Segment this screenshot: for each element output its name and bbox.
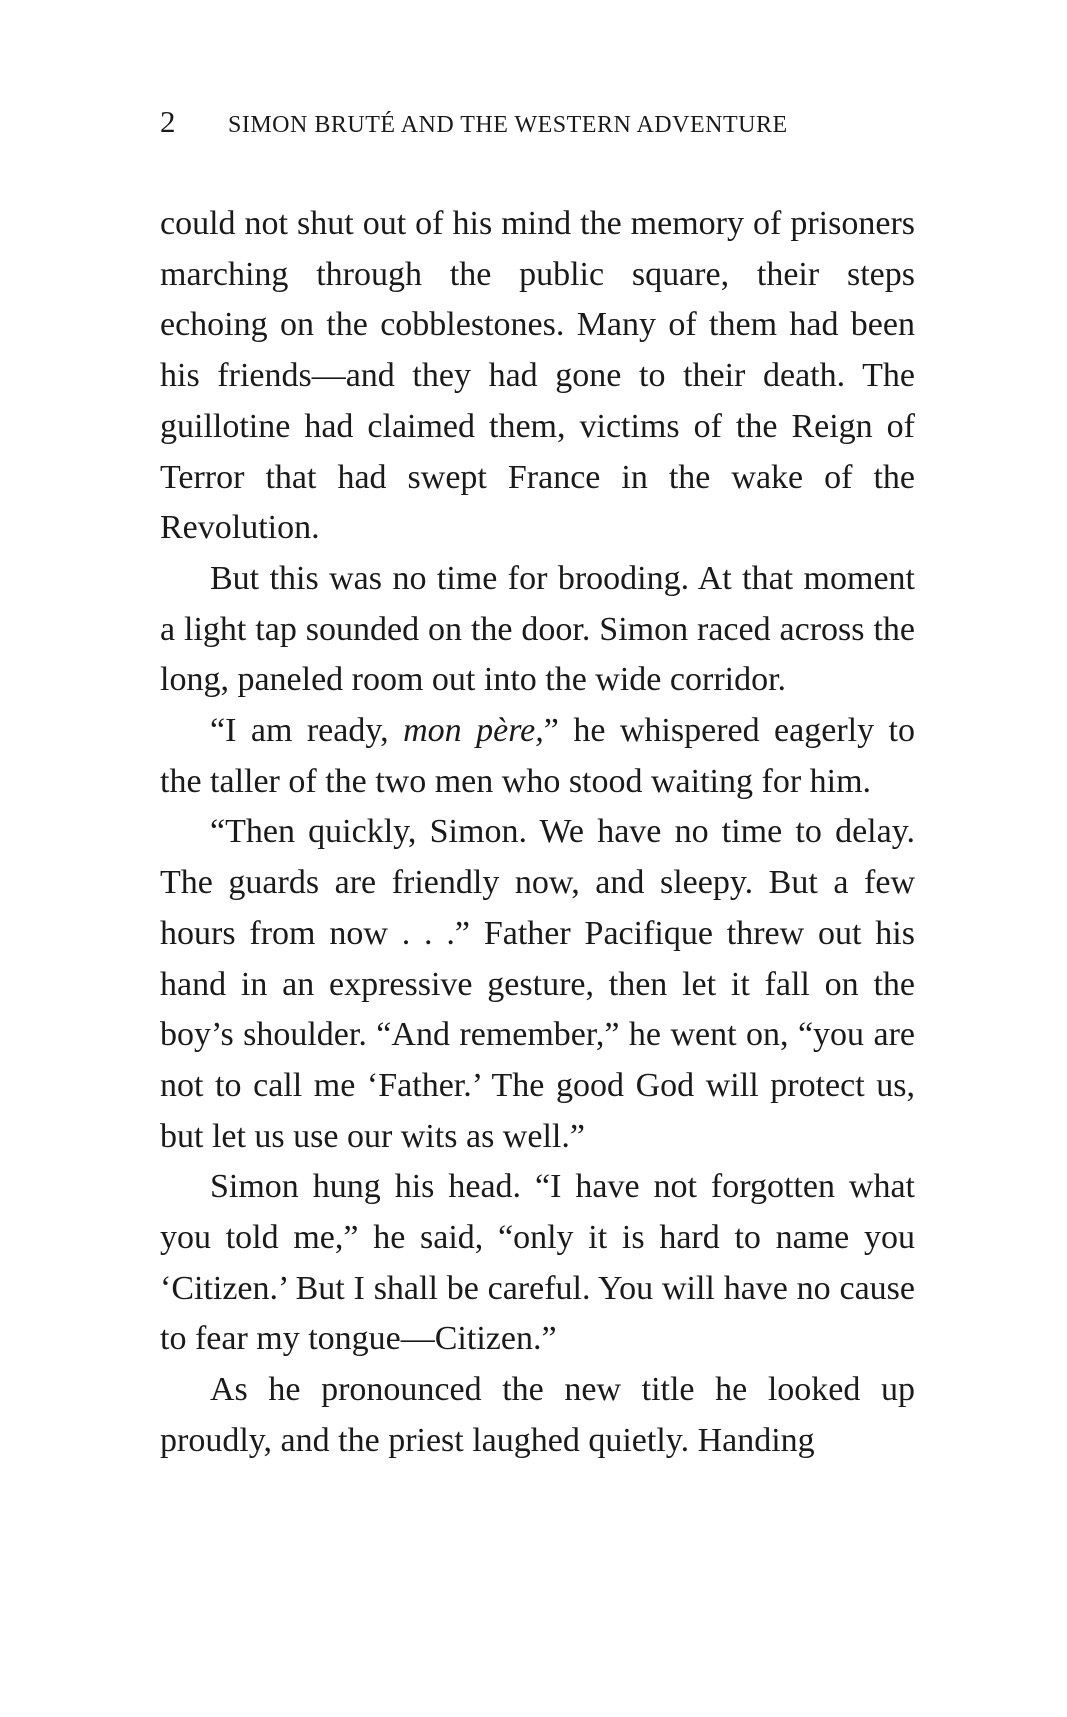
paragraph-6: As he pronounced the new title he looked up proudly, and the priest laughed quietly. Handing xyxy=(160,1371,915,1459)
paragraph-3 xyxy=(160,706,915,807)
paragraph-3-text-start: “I am ready, xyxy=(210,712,404,750)
page-number: 2 xyxy=(160,104,176,139)
paragraph-3-text-end: ” he whispered eagerly to the taller of the two men who stood waiting for him. xyxy=(160,712,915,800)
paragraph-1: could not shut out of his mind the memory of prisoners marching through the public square, their steps echoing on the cobblestones. Many of them had been his friends—and they had gone to their death. The guillotine had claimed them, victims of the Reign of Terror that had swept France in the wake of the Revolution. xyxy=(160,205,915,547)
paragraph-4: “Then quickly, Simon. We have no time to delay. The guards are friendly now, and sleepy. But a few hours from now . . .” Father Pacifique threw out his hand in an expressive gesture, then let it fall on the boy’s shoulder. “And remember,” he went on, “you are not to call me ‘Father.’ The good God will protect us, but let us use our wits as well.” xyxy=(160,813,915,1155)
body-text xyxy=(160,199,915,1467)
paragraph-5: Simon hung his head. “I have not forgotten what you told me,” he said, “only it is hard to name you ‘Citizen.’ But I shall be careful. You will have no cause to fear my tongue—Citizen.” xyxy=(160,1168,915,1358)
italic-phrase: mon père, xyxy=(403,712,544,750)
paragraph-2: But this was no time for brooding. At that moment a light tap sounded on the door. Simon raced across the long, paneled room out into the wide corridor. xyxy=(160,559,915,699)
book-title: SIMON BRUTÉ AND THE WESTERN ADVENTURE xyxy=(228,112,788,138)
running-head xyxy=(160,104,920,144)
